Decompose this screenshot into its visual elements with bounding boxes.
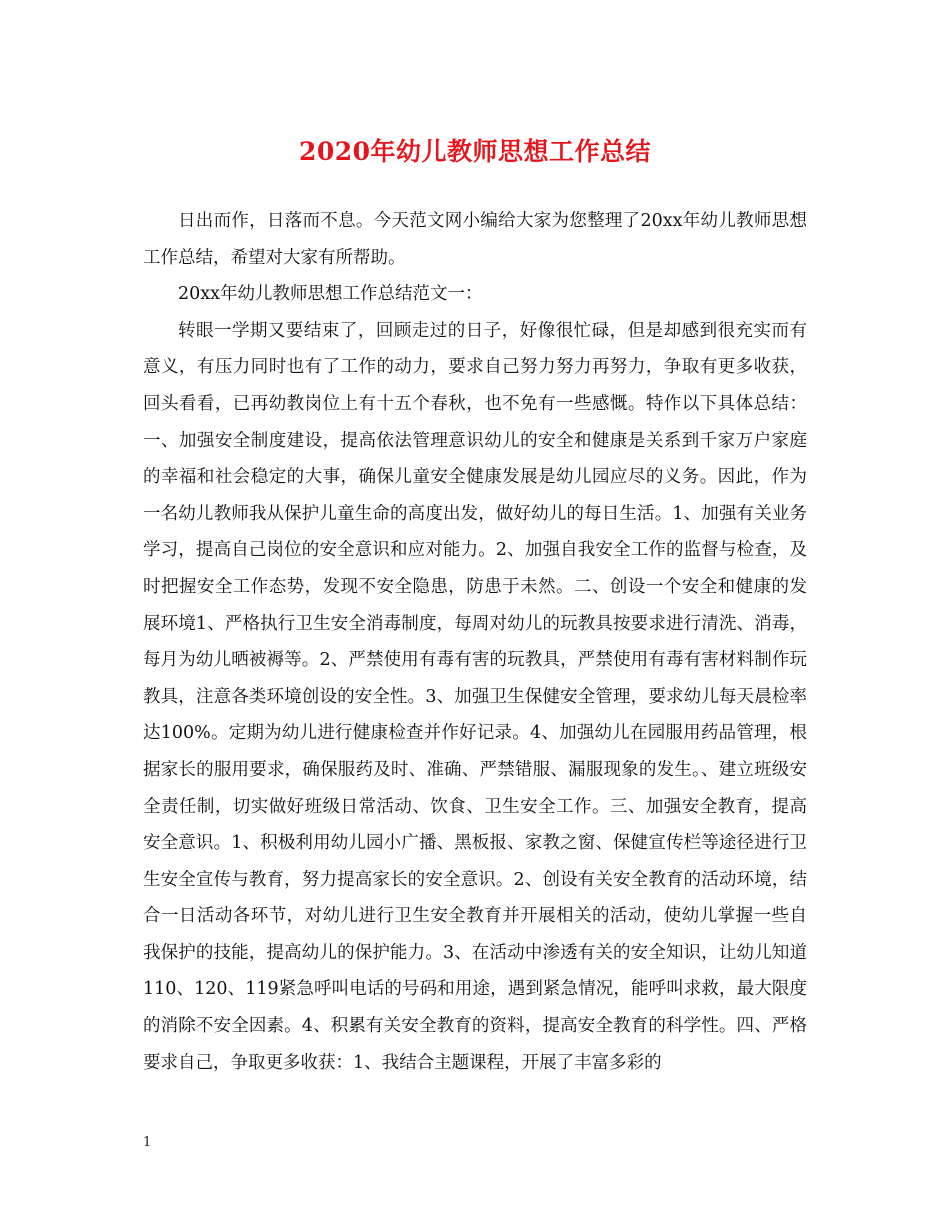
paragraph-intro: 日出而作，日落而不息。今天范文网小编给大家为您整理了20xx年幼儿教师思想工作总结，希望对大家有所帮助。 — [143, 211, 807, 268]
paragraph-main: 转眼一学期又要结束了，回顾走过的日子，好像很忙碌，但是却感到很充实而有意义，有压力同时也有了工作的动力，要求自己努力努力再努力，争取有更多收获，回头看看，已再幼教岗位上有十五个春秋，也不免有一些感慨。特作以下具体总结：一、加强安全制度建设，提高依法管理意识幼儿的安全和健康是关系到千家万户家庭的幸福和社会稳定的大事，确保儿童安全健康发展是幼儿园应尽的义务。因此，作为一名幼儿教师我从保护儿童生命的高度出发，做好幼儿的每日生活。1、加强有关业务学习，提高自己岗位的安全意识和应对能力。2、加强自我安全工作的监督与检查，及时把握安全工作态势，发现不安全隐患，防患于未然。二、创设一个安全和健康的发展环境1、严格执行卫生安全消毒制度，每周对幼儿的玩教具按要求进行清洗、消毒，每月为幼儿晒被褥等。2、严禁使用有毒有害的玩教具，严禁使用有毒有害材料制作玩教具，注意各类环境创设的安全性。3、加强卫生保健安全管理，要求幼儿每天晨检率达100%。定期为幼儿进行健康检查并作好记录。4、加强幼儿在园服用药品管理，根据家长的服用要求，确保服药及时、准确、严禁错服、漏服现象的发生。、建立班级安全责任制，切实做好班级日常活动、饮食、卫生安全工作。三、加强安全教育，提高安全意识。1、积极利用幼儿园小广播、黑板报、家教之窗、保健宣传栏等途径进行卫生安全宣传与教育，努力提高家长的安全意识。2、创设有关安全教育的活动环境，结合一日活动各环节，对幼儿进行卫生安全教育并开展相关的活动，使幼儿掌握一些自我保护的技能，提高幼儿的保护能力。3、在活动中渗透有关的安全知识，让幼儿知道110、120、119紧急呼叫电话的号码和用途，遇到紧急情况，能呼叫求救，最大限度的消除不安全因素。4、积累有关安全教育的资料，提高安全教育的科学性。四、严格要求自己，争取更多收获：1、我结合主题课程，开展了丰富多彩的 — [143, 320, 807, 1073]
document-title: 2020年幼儿教师思想工作总结 — [298, 137, 652, 166]
paragraph-subtitle: 20xx年幼儿教师思想工作总结范文一： — [178, 284, 483, 305]
document-body — [143, 203, 807, 1081]
page-number: 1 — [143, 1135, 152, 1150]
